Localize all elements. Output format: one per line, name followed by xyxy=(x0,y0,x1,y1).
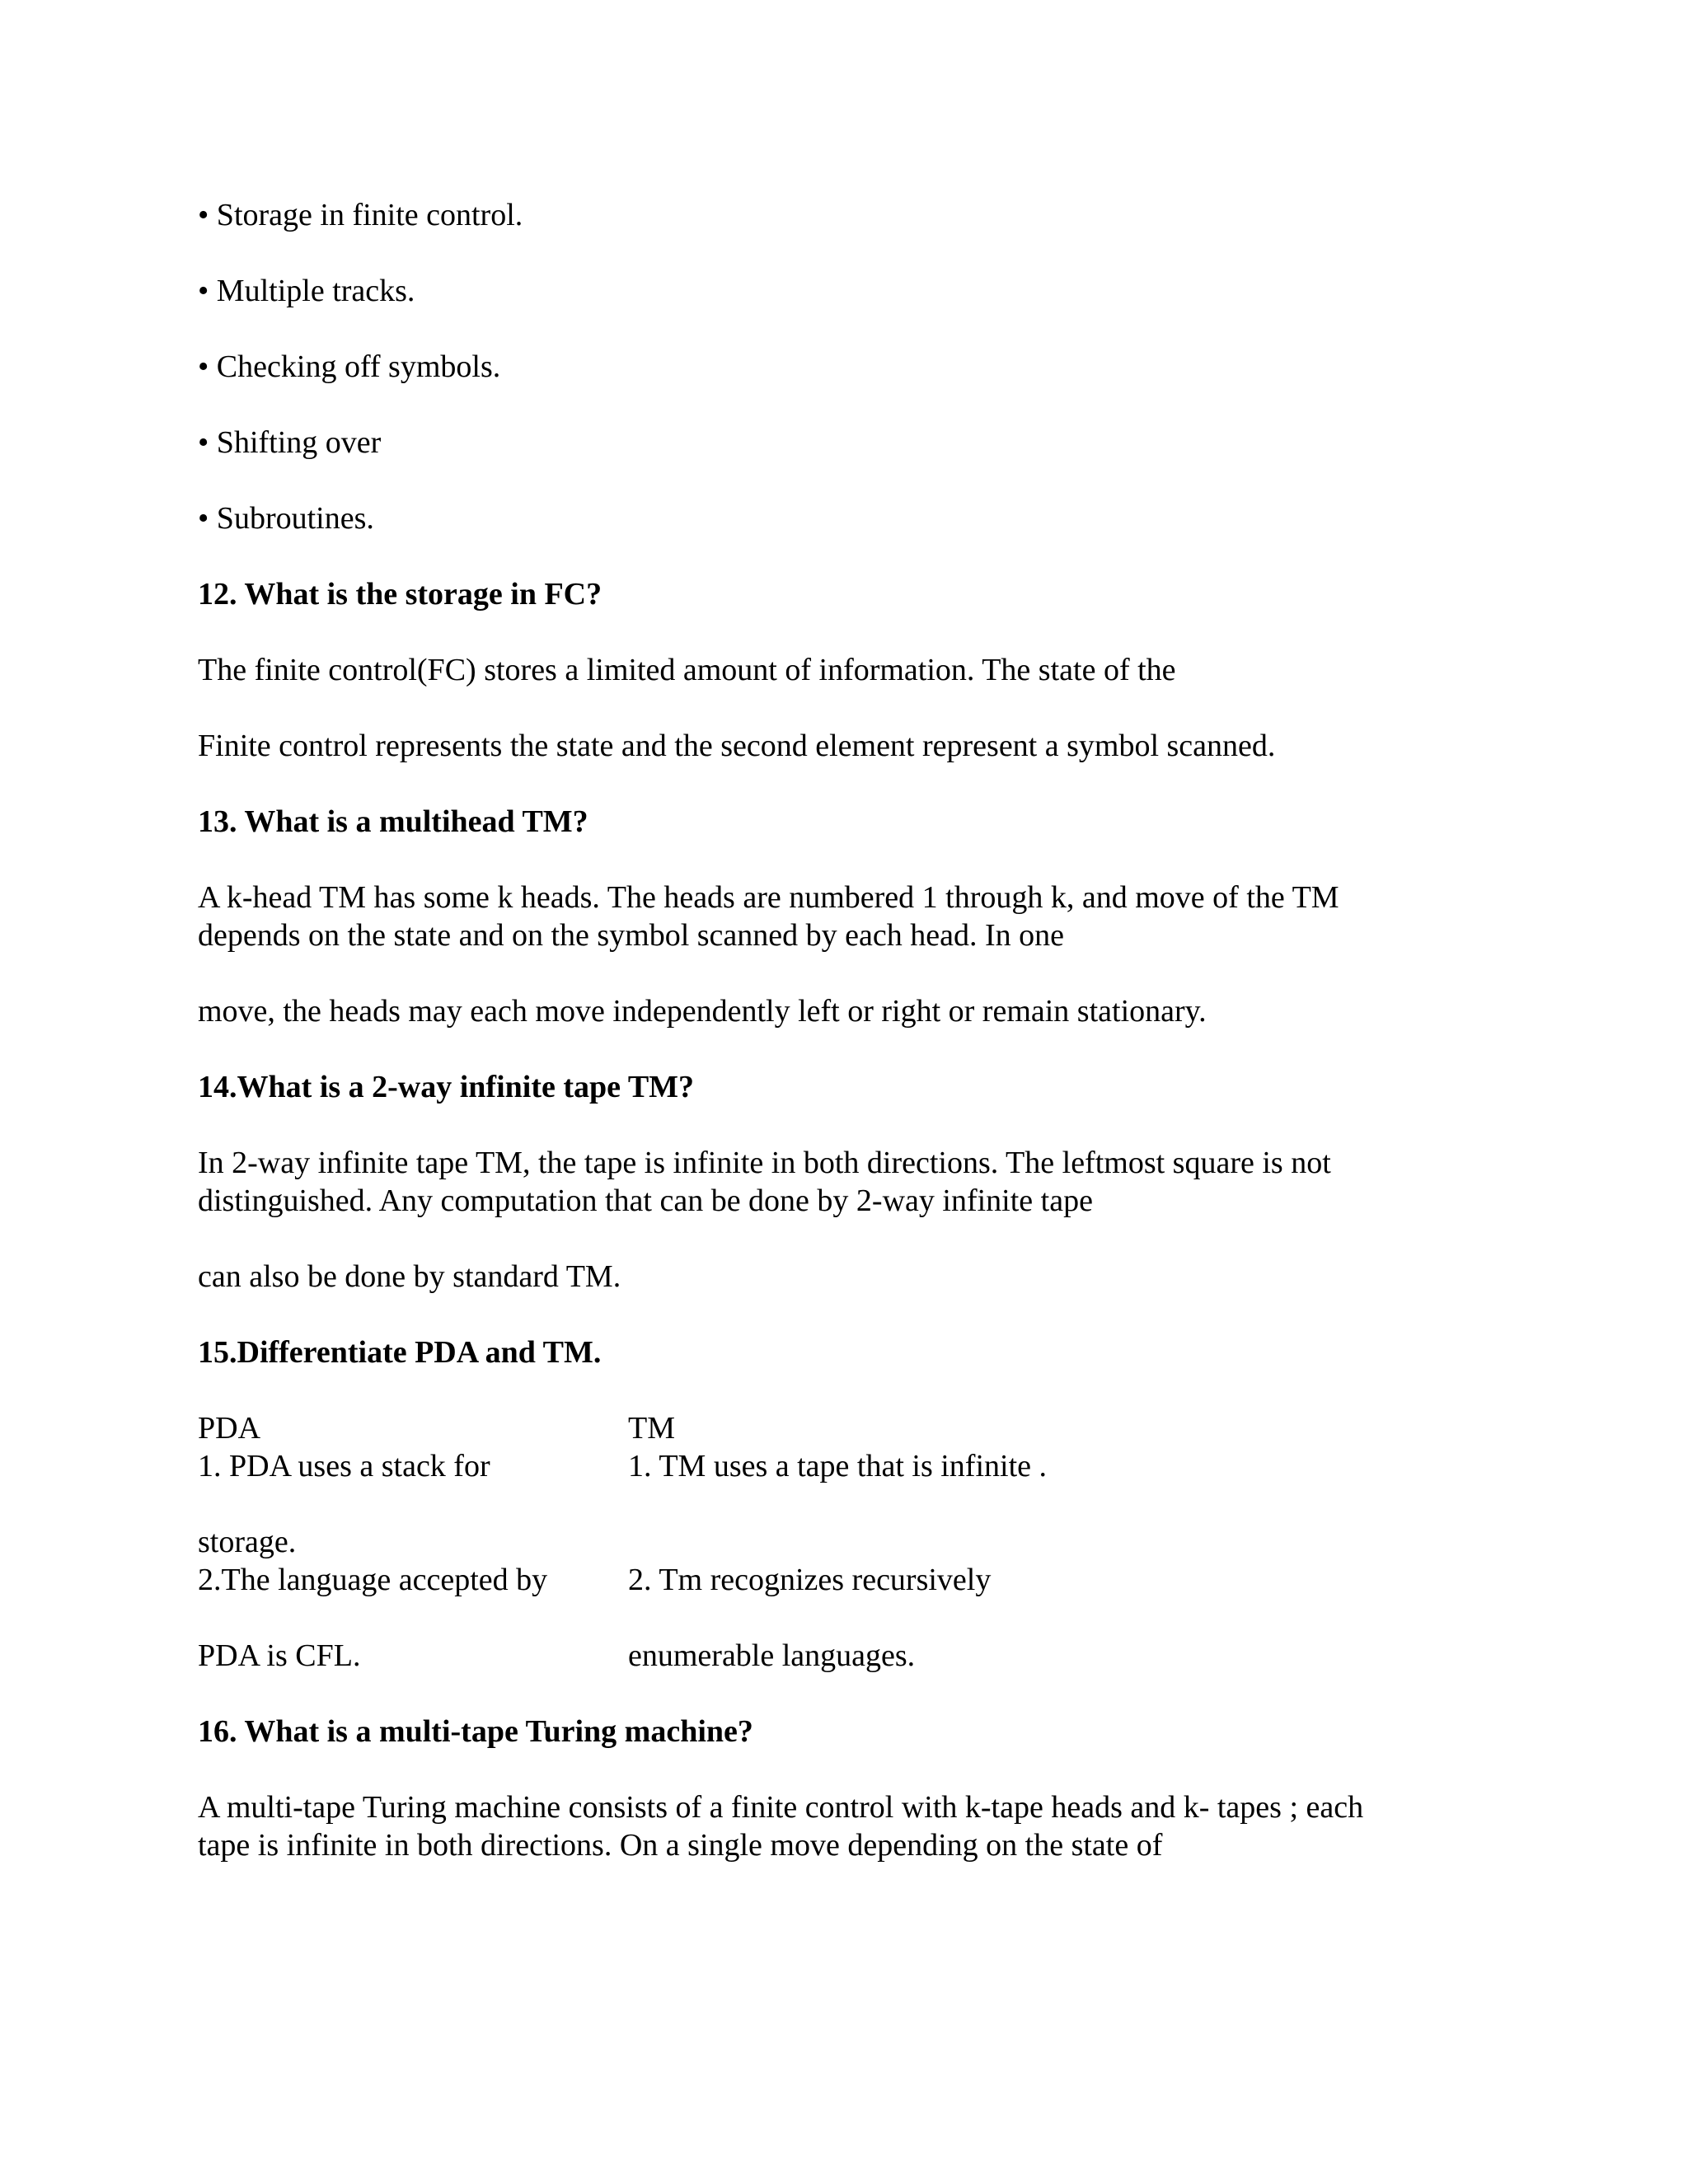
comparison-pda-cell: PDA is CFL. xyxy=(198,1638,361,1673)
bullet-item: • Shifting over xyxy=(198,425,382,460)
answer-14-line: distinguished. Any computation that can be done by 2-way infinite tape xyxy=(198,1183,1093,1218)
answer-16-line: A multi-tape Turing machine consists of a finite control with k-tape heads and k- tapes ; each xyxy=(198,1790,1364,1825)
answer-14-line: can also be done by standard TM. xyxy=(198,1259,621,1294)
answer-12-line: The finite control(FC) stores a limited amount of information. The state of the xyxy=(198,653,1176,687)
question-14-heading: 14.What is a 2-way infinite tape TM? xyxy=(198,1070,695,1104)
comparison-tm-header: TM xyxy=(628,1411,675,1446)
comparison-pda-cell: storage. xyxy=(198,1525,297,1559)
question-12-heading: 12. What is the storage in FC? xyxy=(198,577,603,612)
bullet-item: • Subroutines. xyxy=(198,501,374,536)
question-16-heading: 16. What is a multi-tape Turing machine? xyxy=(198,1714,753,1749)
answer-13-line: A k-head TM has some k heads. The heads are numbered 1 through k, and move of the TM xyxy=(198,880,1339,915)
comparison-pda-header: PDA xyxy=(198,1411,261,1446)
bullet-item: • Checking off symbols. xyxy=(198,349,501,384)
bullet-item: • Storage in finite control. xyxy=(198,198,523,232)
bullet-item: • Multiple tracks. xyxy=(198,274,415,308)
answer-12-line: Finite control represents the state and the second element represent a symbol scanned. xyxy=(198,729,1276,763)
comparison-pda-cell: 2.The language accepted by xyxy=(198,1563,548,1597)
answer-14-line: In 2-way infinite tape TM, the tape is infinite in both directions. The leftmost square is not xyxy=(198,1146,1331,1180)
answer-13-line: move, the heads may each move independently left or right or remain stationary. xyxy=(198,994,1207,1029)
comparison-tm-cell: 2. Tm recognizes recursively xyxy=(628,1563,992,1597)
question-13-heading: 13. What is a multihead TM? xyxy=(198,804,588,839)
question-15-heading: 15.Differentiate PDA and TM. xyxy=(198,1335,602,1370)
comparison-tm-cell: 1. TM uses a tape that is infinite . xyxy=(628,1449,1047,1483)
comparison-tm-cell: enumerable languages. xyxy=(628,1638,916,1673)
comparison-pda-cell: 1. PDA uses a stack for xyxy=(198,1449,490,1483)
answer-16-line: tape is infinite in both directions. On a single move depending on the state of xyxy=(198,1828,1163,1863)
answer-13-line: depends on the state and on the symbol scanned by each head. In one xyxy=(198,918,1065,953)
